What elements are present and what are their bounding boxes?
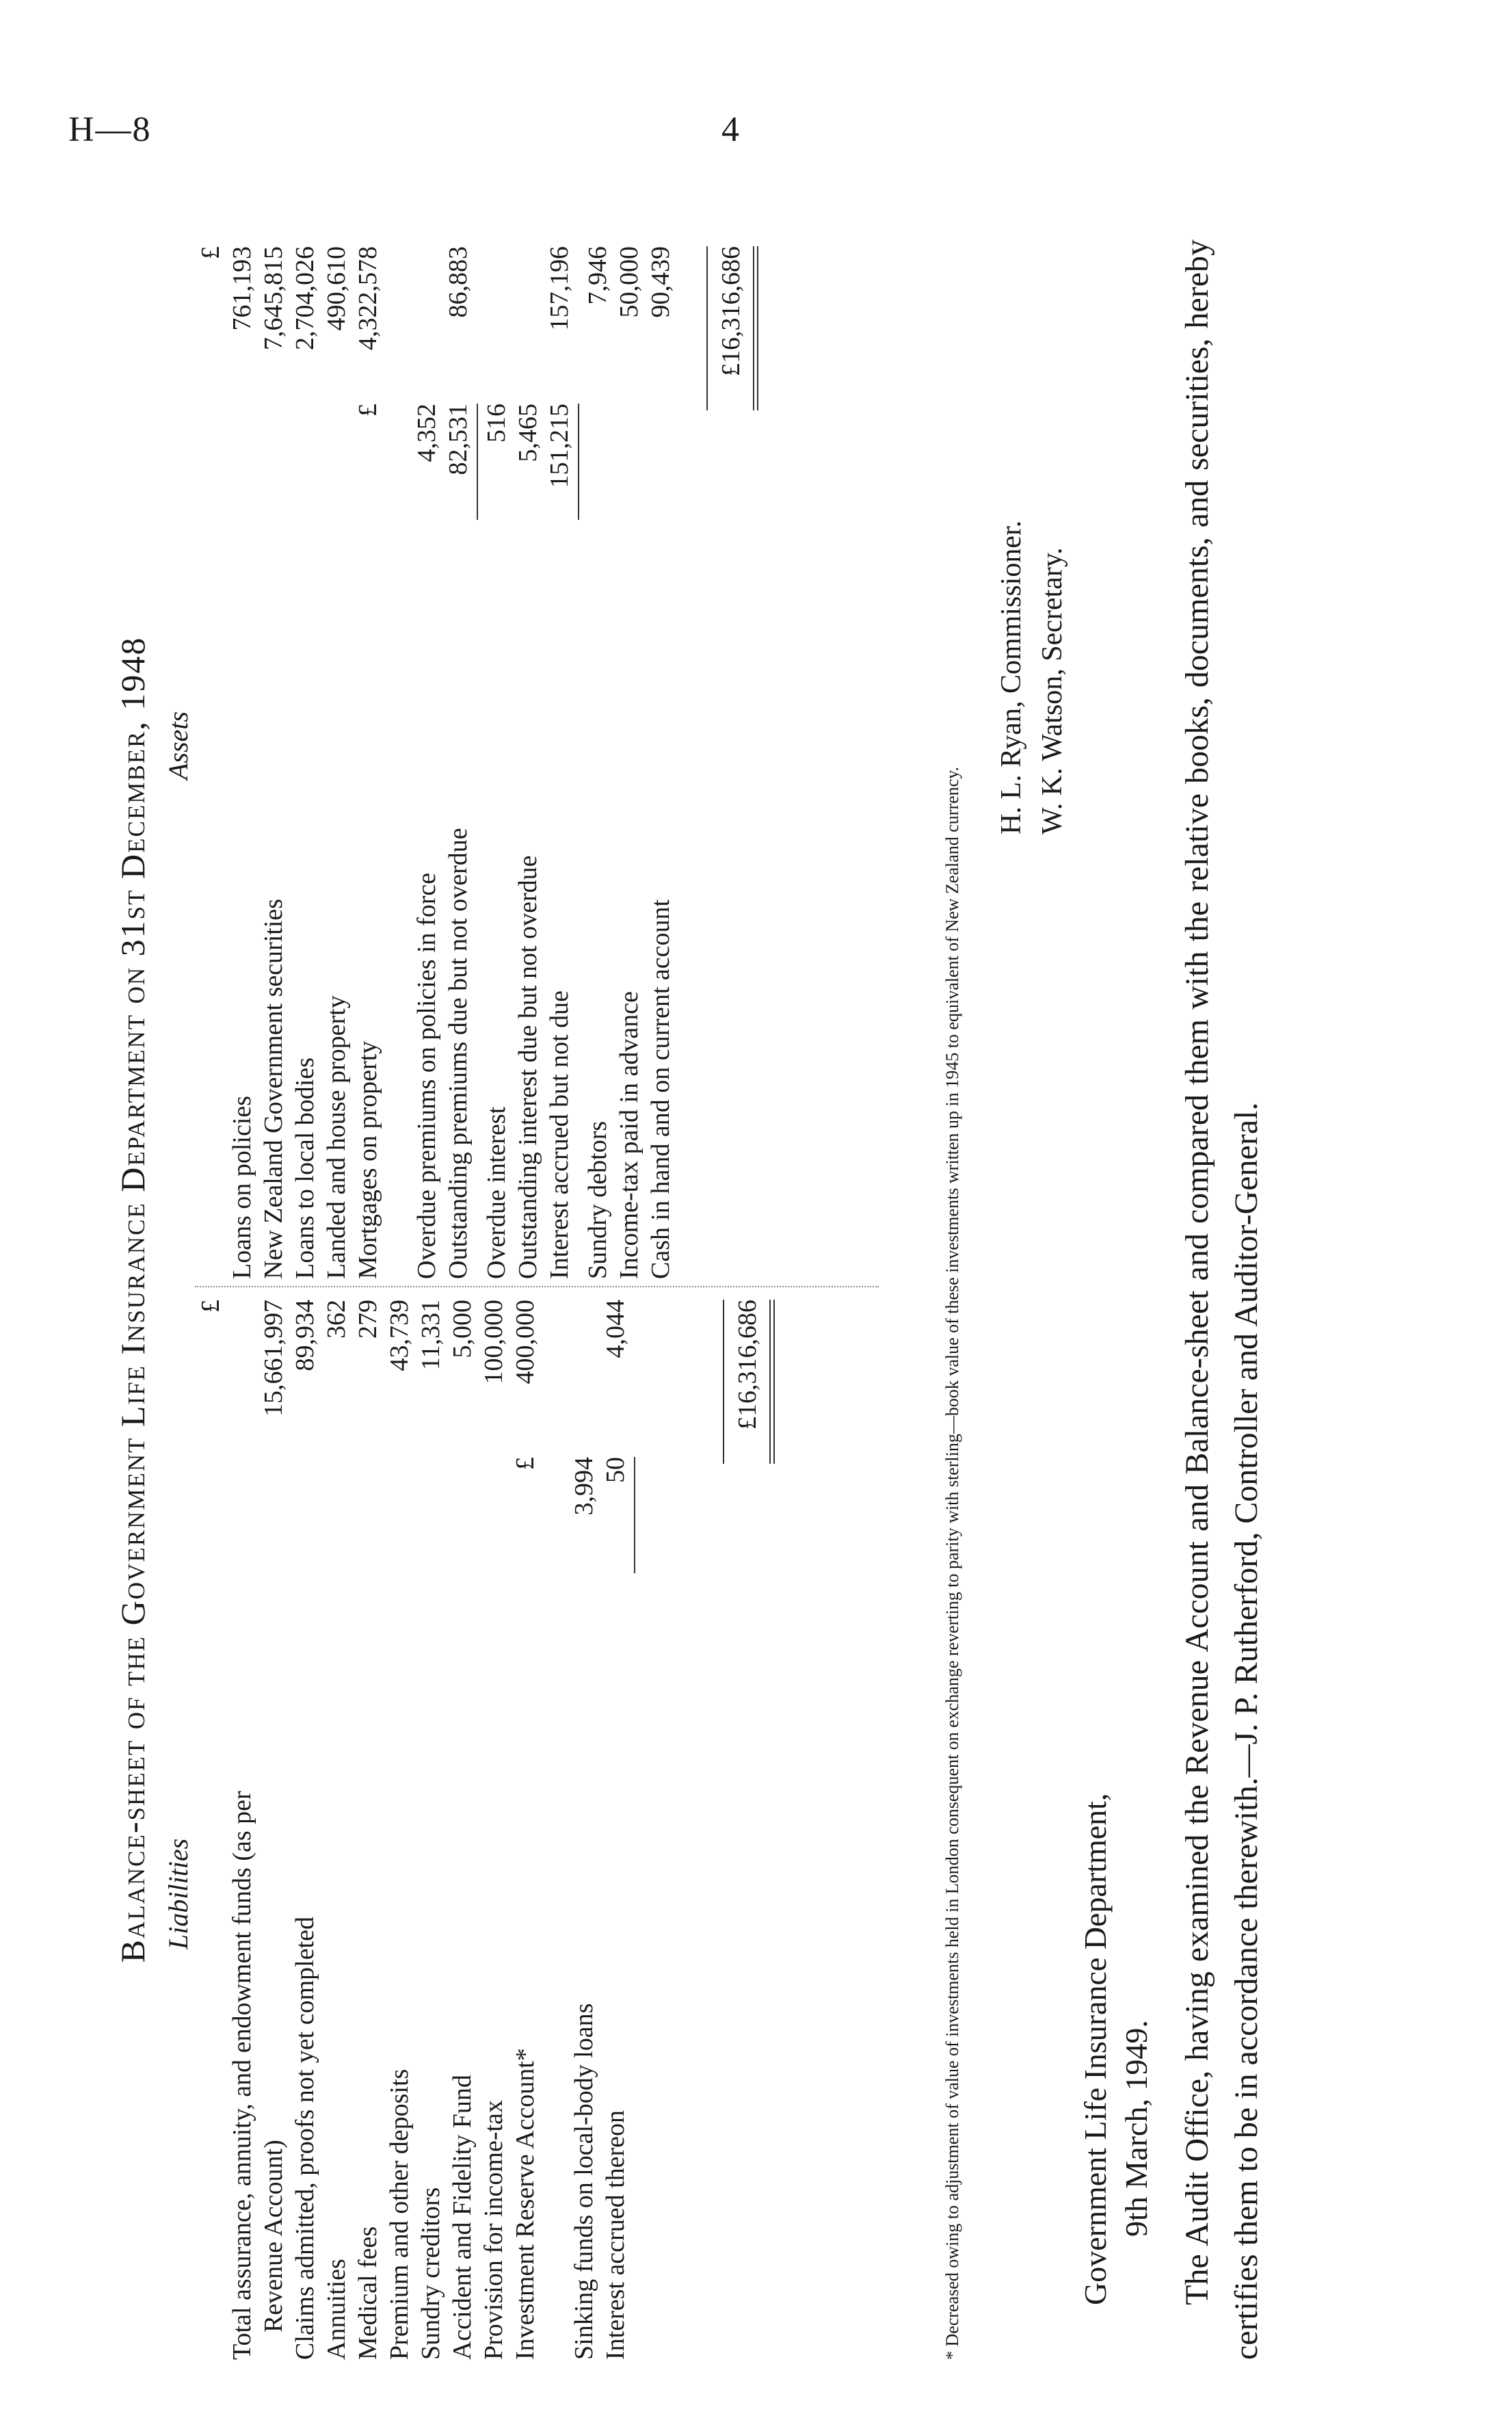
asset-sub-amount: 151,215 — [545, 404, 574, 488]
liability-row — [447, 1293, 478, 2360]
asset-label: Interest accrued but not due — [545, 990, 574, 1279]
liability-amount: 400,000 — [511, 1300, 540, 1384]
liability-amount: 279 — [354, 1300, 382, 1339]
liability-label: Medical fees — [354, 2226, 382, 2360]
asset-label: Loans to local bodies — [291, 1057, 319, 1279]
liability-row — [226, 1293, 258, 2360]
assets-total: £16,316,686 — [717, 246, 745, 376]
asset-sub-amount: 5,465 — [514, 404, 542, 462]
liability-label: Premium and other deposits — [385, 2068, 414, 2360]
sub-rule — [575, 239, 582, 1279]
balance-sheet-title: Balance-sheet of the Government Life Insurance Department on 31st December, 1948 — [114, 636, 152, 1963]
liabilities-heading: Liabilities — [163, 1838, 194, 1949]
asset-amount: 7,645,815 — [259, 246, 288, 350]
liability-label: Interest accrued thereon — [601, 2110, 630, 2360]
asset-row — [352, 239, 384, 1279]
liability-amount: 43,739 — [385, 1300, 414, 1371]
asset-label: Mortgages on property — [354, 1040, 382, 1279]
liability-label: Investment Reserve Account* — [511, 2048, 540, 2360]
asset-amount: 2,704,026 — [291, 246, 319, 350]
asset-label: Cash in hand and on current account — [646, 899, 675, 1279]
liability-row — [384, 1293, 415, 2360]
liability-amount: 100,000 — [479, 1300, 508, 1384]
department-date: 9th March, 1949. — [1119, 2020, 1154, 2237]
liability-label: Provision for income-tax — [479, 2100, 508, 2360]
liability-label: Annuities — [322, 2259, 351, 2360]
sub-rule — [631, 1293, 638, 2360]
asset-row — [613, 239, 645, 1279]
liability-amount: 89,934 — [291, 1300, 319, 1371]
asset-label: Outstanding interest due but not overdue — [514, 855, 542, 1279]
balance-sheet-page — [106, 239, 1405, 2360]
secretary-signature: W. K. Watson, Secretary. — [1037, 547, 1068, 835]
liability-label: Claims admitted, proofs not yet completed — [291, 1917, 319, 2360]
asset-amount: 50,000 — [615, 246, 644, 318]
asset-sub-amount: 516 — [482, 404, 511, 443]
asset-label: Overdue premiums on policies in force — [412, 872, 441, 1279]
liability-sub-amount: 3,994 — [570, 1457, 598, 1516]
column-divider — [195, 1286, 879, 1287]
asset-row — [226, 239, 258, 1279]
asset-sub-row — [442, 239, 474, 1279]
liability-label: Sundry creditors — [416, 2187, 445, 2360]
asset-sub-amount: 4,352 — [412, 404, 441, 462]
liability-row — [415, 1293, 447, 2360]
liability-amount: 15,661,997 — [259, 1300, 288, 1417]
liability-row — [478, 1293, 509, 2360]
department-name: Government Life Insurance Department, — [1078, 1793, 1113, 2305]
asset-row — [582, 239, 613, 1279]
liability-amount: 5,000 — [448, 1300, 477, 1358]
asset-amount: 7,946 — [583, 246, 612, 305]
footnote: * Decreased owing to adjustment of value of investments held in London consequent on exchange reverting to parity with sterling—book value of these investments written up in 1945 to equivalent of New Zealand currency. — [942, 766, 962, 2360]
page-reference: H—8 — [68, 110, 152, 149]
assets-column — [195, 239, 758, 1279]
liability-label: Sinking funds on local-body loans — [570, 2003, 598, 2360]
liability-sub-row — [568, 1293, 600, 2360]
commissioner-signature: H. L. Ryan, Commissioner. — [996, 520, 1027, 835]
audit-statement: The Audit Office, having examined the Revenue Account and Balance-sheet and compared them with the relative books, documents, and securities, hereby certifies them to be in accordance therewith.—J. P. Rutherford, Controller and Auditor-General. — [1179, 239, 1264, 2360]
currency-symbol: £ — [196, 246, 225, 259]
liability-amount: 11,331 — [416, 1300, 445, 1371]
asset-amount: 490,610 — [322, 246, 351, 331]
liabilities-total: £16,316,686 — [733, 1300, 762, 1430]
liabilities-total-block — [720, 1293, 775, 2360]
asset-row — [321, 239, 352, 1279]
asset-label: Overdue interest — [482, 1106, 511, 1279]
liability-row — [509, 1293, 541, 2360]
liabilities-column — [195, 1293, 775, 2360]
currency-header-row — [195, 1293, 226, 2360]
liability-sub-total: 4,044 — [601, 1300, 630, 1358]
asset-label: Landed and house property — [322, 995, 351, 1279]
asset-label: Income-tax paid in advance — [615, 991, 644, 1279]
liability-row — [321, 1293, 352, 2360]
sub-currency-symbol: £ — [354, 404, 382, 417]
asset-amount: 4,322,578 — [354, 246, 382, 350]
page-number: 4 — [721, 110, 739, 149]
liability-label: Total assurance, annuity, and endowment funds (as per — [228, 1791, 256, 2360]
asset-sub-total: 157,196 — [545, 246, 574, 331]
asset-sub-total: 86,883 — [444, 246, 473, 318]
asset-sub-row — [411, 239, 442, 1279]
liability-row — [258, 1293, 289, 2360]
asset-label: Outstanding premiums due but not overdue — [444, 828, 473, 1279]
asset-row — [289, 239, 321, 1279]
asset-row — [258, 239, 289, 1279]
asset-row — [645, 239, 676, 1279]
asset-label: Sundry debtors — [583, 1120, 612, 1279]
asset-amount: 90,439 — [646, 246, 675, 318]
asset-amount: 761,193 — [228, 246, 256, 331]
asset-label: Loans on policies — [228, 1095, 256, 1279]
liability-amount: 362 — [322, 1300, 351, 1339]
liability-sub-row — [600, 1293, 631, 2360]
assets-total-block — [704, 239, 758, 1279]
liability-label: Revenue Account) — [259, 2140, 288, 2332]
liability-sub-amount: 50 — [601, 1457, 630, 1483]
currency-header-row — [195, 239, 226, 1279]
liability-row — [289, 1293, 321, 2360]
sub-currency-symbol: £ — [511, 1457, 540, 1470]
currency-symbol: £ — [196, 1300, 225, 1313]
assets-heading: Assets — [163, 711, 194, 780]
asset-label: New Zealand Government securities — [259, 898, 288, 1279]
asset-sub-row — [512, 239, 544, 1279]
asset-sub-row — [481, 239, 512, 1279]
asset-sub-row — [544, 239, 575, 1279]
liability-row — [352, 1293, 384, 2360]
sub-rule — [474, 239, 481, 1279]
asset-sub-amount: 82,531 — [444, 404, 473, 475]
liability-label: Accident and Fidelity Fund — [448, 2075, 477, 2360]
